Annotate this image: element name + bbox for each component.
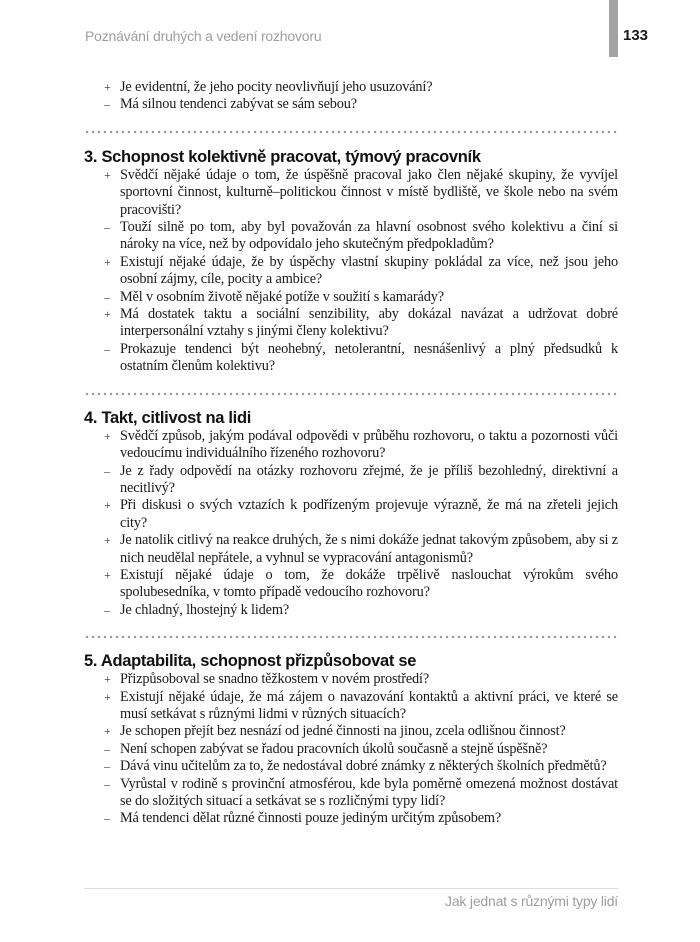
minus-marker-icon: – bbox=[104, 741, 110, 756]
plus-marker-icon: + bbox=[104, 567, 111, 582]
list-item bbox=[84, 602, 618, 619]
item-text: Existují nějaké údaje, že má zájem o navazování kontaktů a aktivní práci, ve které se musí setkávat s různými lidmi v různých situacích? bbox=[120, 688, 618, 722]
list-item bbox=[84, 306, 618, 341]
plus-marker-icon: + bbox=[104, 498, 111, 513]
minus-marker-icon: – bbox=[104, 289, 110, 304]
item-text: Přizpůsoboval se snadno těžkostem v novém prostředí? bbox=[120, 671, 430, 688]
section-title: 5. Adaptabilita, schopnost přizpůsobovat se bbox=[84, 652, 417, 671]
section-4 bbox=[84, 408, 618, 619]
minus-marker-icon: – bbox=[104, 776, 110, 791]
item-text: Vyrůstal v rodině s provinční atmosférou, kde byla poměrně omezená možnost dostávat se do složitých situací a setkávat se s rozličnými typy lidí? bbox=[120, 775, 618, 809]
section-title: 4. Takt, citlivost na lidi bbox=[84, 408, 252, 427]
list-item bbox=[84, 689, 618, 724]
item-text: Svědčí nějaké údaje o tom, že úspěšně pracoval jako člen nějaké skupiny, že vyvíjel sportovní činnost, kulturně–politickou činnost v místě bydliště, ve škole nebo na svém pracovišti? bbox=[120, 166, 618, 218]
dotted-separator bbox=[84, 392, 618, 396]
list-item bbox=[84, 741, 618, 758]
section-list bbox=[84, 671, 618, 828]
item-text: Je evidentní, že jeho pocity neovlivňují jeho usuzování? bbox=[120, 79, 433, 95]
plus-marker-icon: + bbox=[104, 80, 111, 94]
item-text: Touží silně po tom, aby byl považován za hlavní osobnost svého kolektivu a činí si nároky na více, než by odpovídalo jeho skutečným předpokladům? bbox=[120, 219, 618, 253]
list-item bbox=[84, 254, 618, 289]
list-item bbox=[84, 219, 618, 254]
item-text: Je z řady odpovědí na otázky rozhovoru zřejmé, že je příliš bezohledný, direktivní a necitlivý? bbox=[120, 462, 618, 496]
minus-marker-icon: – bbox=[104, 811, 110, 826]
list-item bbox=[84, 96, 618, 113]
list-item bbox=[84, 289, 618, 306]
list-item bbox=[84, 776, 618, 811]
item-text: Existují nějaké údaje o tom, že dokáže trpělivě naslouchat výrokům svého spolubesedníka, v tomto případě vedoucího rozhovoru? bbox=[120, 566, 618, 601]
section-3 bbox=[84, 147, 618, 376]
minus-marker-icon: – bbox=[104, 602, 110, 617]
minus-marker-icon: – bbox=[104, 759, 110, 774]
footer-rule bbox=[84, 888, 618, 889]
section-list bbox=[84, 428, 618, 619]
item-text: Má dostatek taktu a sociální senzibility, aby dokázal navázat a udržovat dobré interpersonální vztahy s jinými členy kolektivu? bbox=[120, 306, 618, 340]
item-text: Svědčí způsob, jakým podával odpovědi v průběhu rozhovoru, o taktu a pozornosti vůči vedoucímu individuálního řízeného rozhovoru? bbox=[120, 427, 618, 462]
list-item bbox=[84, 567, 618, 602]
plus-marker-icon: + bbox=[104, 672, 111, 687]
running-header-title: Poznávání druhých a vedení rozhovoru bbox=[85, 28, 322, 44]
list-item bbox=[84, 723, 618, 740]
list-item bbox=[84, 463, 618, 498]
item-text: Má silnou tendenci zabývat se sám sebou? bbox=[120, 96, 357, 113]
page-number: 133 bbox=[623, 27, 649, 44]
item-text: Není schopen zabývat se řadou pracovních úkolů současně a stejně úspěšně? bbox=[120, 740, 548, 757]
item-text: Je schopen přejít bez nesnází od jedné činnosti na jinou, zcela odlišnou činnost? bbox=[120, 723, 566, 740]
plus-marker-icon: + bbox=[104, 533, 111, 548]
list-item bbox=[84, 341, 618, 376]
page-content bbox=[84, 79, 618, 828]
minus-marker-icon: – bbox=[104, 220, 110, 235]
intro-list bbox=[84, 79, 618, 114]
list-item bbox=[84, 79, 618, 96]
list-item bbox=[84, 428, 618, 463]
list-item bbox=[84, 671, 618, 688]
list-item bbox=[84, 167, 618, 219]
dotted-separator bbox=[84, 130, 618, 134]
list-item bbox=[84, 497, 618, 532]
plus-marker-icon: + bbox=[104, 689, 111, 704]
list-item bbox=[84, 810, 618, 827]
plus-marker-icon: + bbox=[104, 724, 111, 739]
running-footer-title: Jak jednat s různými typy lidí bbox=[445, 893, 618, 909]
section-list bbox=[84, 167, 618, 376]
item-text: Při diskusi o svých vztazích k podřízeným projevuje výrazně, že má na zřeteli jejich city? bbox=[120, 497, 618, 531]
item-text: Je natolik citlivý na reakce druhých, že s nimi dokáže jednat takovým způsobem, aby si z nich neudělal nepřátele, a vyhnul se vypracování antagonismů? bbox=[120, 532, 618, 566]
plus-marker-icon: + bbox=[104, 428, 111, 443]
item-text: Existují nějaké údaje, že by úspěchy vlastní skupiny pokládal za více, než jsou jeho osobní zájmy, cíle, pocity a ambice? bbox=[120, 253, 618, 288]
item-text: Má tendenci dělat různé činnosti pouze jediným určitým způsobem? bbox=[120, 810, 502, 827]
plus-marker-icon: + bbox=[104, 254, 111, 269]
item-text: Dává vinu učitelům za to, že nedostával dobré známky z některých školních předmětů? bbox=[120, 758, 607, 775]
plus-marker-icon: + bbox=[104, 307, 111, 322]
item-text: Prokazuje tendenci být neohebný, netolerantní, nesnášenlivý a plný předsudků k ostatním členům kolektivu? bbox=[120, 340, 618, 375]
item-text: Měl v osobním životě nějaké potíže v soužití s kamarády? bbox=[120, 288, 444, 305]
plus-marker-icon: + bbox=[104, 167, 111, 182]
list-item bbox=[84, 758, 618, 775]
minus-marker-icon: – bbox=[104, 463, 110, 478]
section-title: 3. Schopnost kolektivně pracovat, týmový pracovník bbox=[84, 147, 481, 166]
chapter-tab-marker bbox=[609, 0, 618, 57]
minus-marker-icon: – bbox=[104, 341, 110, 356]
section-5 bbox=[84, 651, 618, 828]
item-text: Je chladný, lhostejný k lidem? bbox=[120, 601, 290, 618]
list-item bbox=[84, 532, 618, 567]
minus-marker-icon: – bbox=[104, 97, 110, 112]
dotted-separator bbox=[84, 635, 618, 639]
